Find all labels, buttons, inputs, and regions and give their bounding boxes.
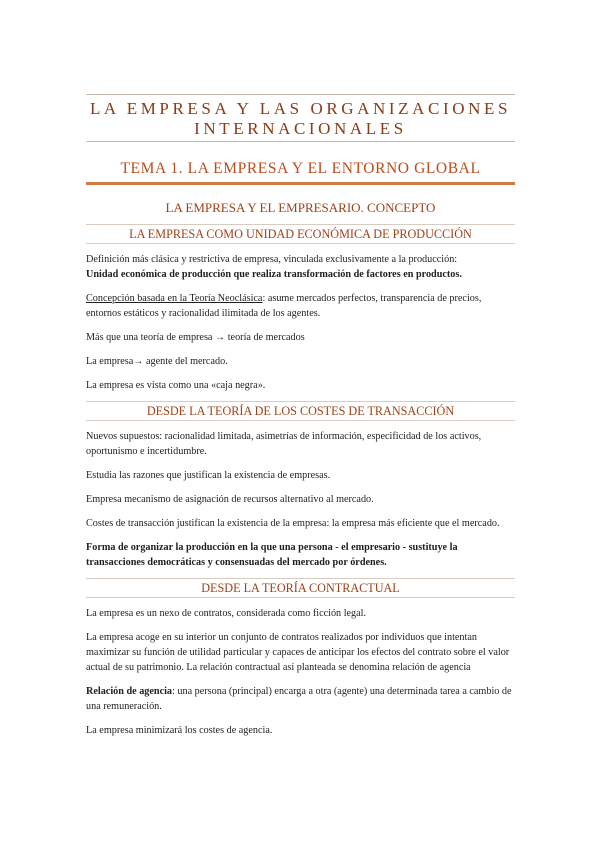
paragraph: Más que una teoría de empresa → teoría de mercados xyxy=(86,332,305,343)
subsection-3 xyxy=(86,578,515,738)
subsection-1 xyxy=(86,224,515,393)
paragraph: La empresa es un nexo de contratos, considerada como ficción legal. xyxy=(86,608,367,619)
paragraph-bold-term: Relación de agencia xyxy=(86,686,173,697)
paragraph: La empresa acoge en su interior un conjunto de contratos realizados por individuos que intentan maximizar su función de utilidad particular y capaces de anticipar los efectos del contrato sobre el valor actual de su patrimonio. La relación contractual así planteada se denomina relación de agencia xyxy=(86,632,510,673)
paragraph-bold-text: Unidad económica de producción que realiza transformación de factores en productos. xyxy=(86,269,462,280)
tema-rule xyxy=(86,182,515,185)
paragraph xyxy=(86,252,515,282)
paragraph-text: : una persona (principal) encarga a otra (agente) una determinada tarea a cambio de una remuneración. xyxy=(86,686,512,712)
paragraph: La empresa→ agente del mercado. xyxy=(86,356,228,367)
subsection-2 xyxy=(86,401,515,570)
paragraph xyxy=(86,684,515,714)
paragraph-text: Definición más clásica y restrictiva de empresa, vinculada exclusivamente a la producción: xyxy=(86,254,458,265)
section-heading: LA EMPRESA Y EL EMPRESARIO. CONCEPTO xyxy=(165,200,436,215)
subsection-heading: DESDE LA TEORÍA CONTRACTUAL xyxy=(201,581,400,595)
subsection-heading: LA EMPRESA COMO UNIDAD ECONÓMICA DE PRODUCCIÓN xyxy=(129,227,472,241)
paragraph: La empresa minimizará los costes de agencia. xyxy=(86,725,273,736)
paragraph-text: : asume mercados perfectos, transparencia de precios, entornos estáticos y racionalidad ilimitada de los agentes. xyxy=(86,293,482,319)
paragraph: Costes de transacción justifican la existencia de la empresa: la empresa más eficiente que el mercado. xyxy=(86,518,500,529)
paragraph-bold: Forma de organizar la producción en la que una persona - el empresario - sustituye la transacciones democráticas y consensuadas del mercado por órdenes. xyxy=(86,542,458,568)
tema-heading: TEMA 1. LA EMPRESA Y EL ENTORNO GLOBAL xyxy=(120,160,481,177)
underlined-term: Concepción basada en la Teoría Neoclásica xyxy=(86,293,263,304)
paragraph xyxy=(86,291,515,321)
paragraph: La empresa es vista como una «caja negra». xyxy=(86,380,266,391)
document-title: LA EMPRESA Y LAS ORGANIZACIONES INTERNACIONALES xyxy=(89,99,512,138)
paragraph: Estudia las razones que justifican la existencia de empresas. xyxy=(86,470,331,481)
title-rule-bottom xyxy=(86,141,515,142)
document-content xyxy=(86,94,515,738)
paragraph: Nuevos supuestos: racionalidad limitada, asimetrías de información, especificidad de los activos, oportunismo e incertidumbre. xyxy=(86,431,482,457)
paragraph: Empresa mecanismo de asignación de recursos alternativo al mercado. xyxy=(86,494,374,505)
subsection-rule-bottom xyxy=(86,597,515,598)
subsection-rule-bottom xyxy=(86,243,515,244)
subsection-rule-bottom xyxy=(86,420,515,421)
subsection-heading: DESDE LA TEORÍA DE LOS COSTES DE TRANSACCIÓN xyxy=(146,404,455,418)
